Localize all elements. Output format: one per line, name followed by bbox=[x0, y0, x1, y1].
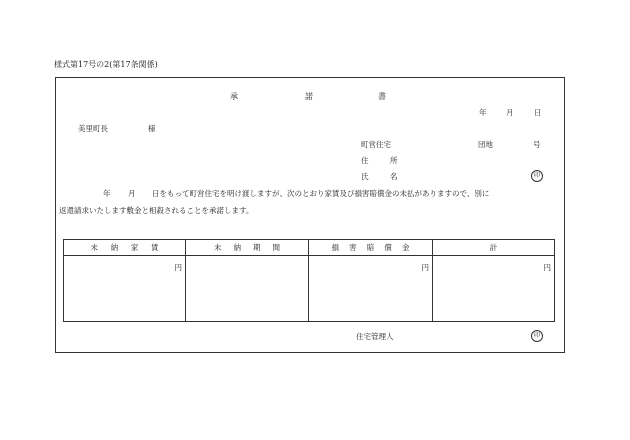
name-char-2: 名 bbox=[390, 172, 398, 181]
header-char: 未 bbox=[214, 243, 222, 252]
header-char: 賃 bbox=[150, 243, 159, 252]
addressee-name: 美里町長 bbox=[78, 124, 108, 133]
date-day-label: 日 bbox=[534, 108, 542, 117]
title-char-1: 承 bbox=[230, 92, 238, 101]
header-char: 償 bbox=[384, 243, 392, 252]
cell-total[interactable]: 円 bbox=[433, 256, 555, 322]
header-char: 計 bbox=[489, 243, 498, 252]
body-line-2: 返還請求いたします敷金と相殺されることを承諾します。 bbox=[59, 206, 254, 215]
table-header-row bbox=[64, 240, 555, 256]
addressee-honorific: 様 bbox=[148, 124, 156, 133]
name-char-1: 氏 bbox=[361, 172, 369, 181]
arrears-table bbox=[63, 239, 555, 322]
header-char: 納 bbox=[110, 243, 119, 252]
title-char-2: 諾 bbox=[305, 92, 313, 101]
address-char-2: 所 bbox=[390, 156, 398, 165]
applicant-seal: 印 bbox=[531, 170, 543, 182]
address-char-1: 住 bbox=[361, 156, 369, 165]
table-row bbox=[64, 256, 555, 322]
header-char: 間 bbox=[272, 243, 280, 252]
form-code: 様式第17号の2(第17条関係) bbox=[54, 60, 158, 69]
date-month-label: 月 bbox=[506, 108, 514, 117]
date-year-label: 年 bbox=[479, 108, 487, 117]
title-char-3: 書 bbox=[378, 92, 386, 101]
header-char: 家 bbox=[130, 243, 139, 252]
header-unpaid-period bbox=[186, 240, 309, 256]
header-char: 賠 bbox=[366, 243, 375, 252]
header-damages bbox=[309, 240, 433, 256]
header-unpaid-rent bbox=[64, 240, 186, 256]
header-total bbox=[433, 240, 555, 256]
cell-unpaid-rent[interactable]: 円 bbox=[64, 256, 186, 322]
header-char: 害 bbox=[349, 243, 357, 252]
housing-label: 町営住宅 bbox=[361, 140, 391, 149]
manager-seal: 印 bbox=[531, 330, 543, 342]
header-char: 納 bbox=[233, 243, 241, 252]
body-year-label: 年 bbox=[103, 189, 111, 198]
header-char: 未 bbox=[90, 243, 98, 252]
number-label: 号 bbox=[533, 140, 541, 149]
body-month-label: 月 bbox=[128, 189, 136, 198]
danchi-label: 団地 bbox=[478, 140, 493, 149]
header-char: 金 bbox=[402, 243, 410, 252]
cell-unpaid-period[interactable] bbox=[186, 256, 309, 322]
header-char: 期 bbox=[253, 243, 261, 252]
cell-damages[interactable]: 円 bbox=[309, 256, 433, 322]
body-line-1: 日をもって町営住宅を明け渡しますが、次のとおり家賃及び損害賠償金の未払がありますので、別に bbox=[152, 189, 490, 198]
header-char: 損 bbox=[331, 243, 339, 252]
manager-label: 住宅管理人 bbox=[356, 332, 394, 341]
